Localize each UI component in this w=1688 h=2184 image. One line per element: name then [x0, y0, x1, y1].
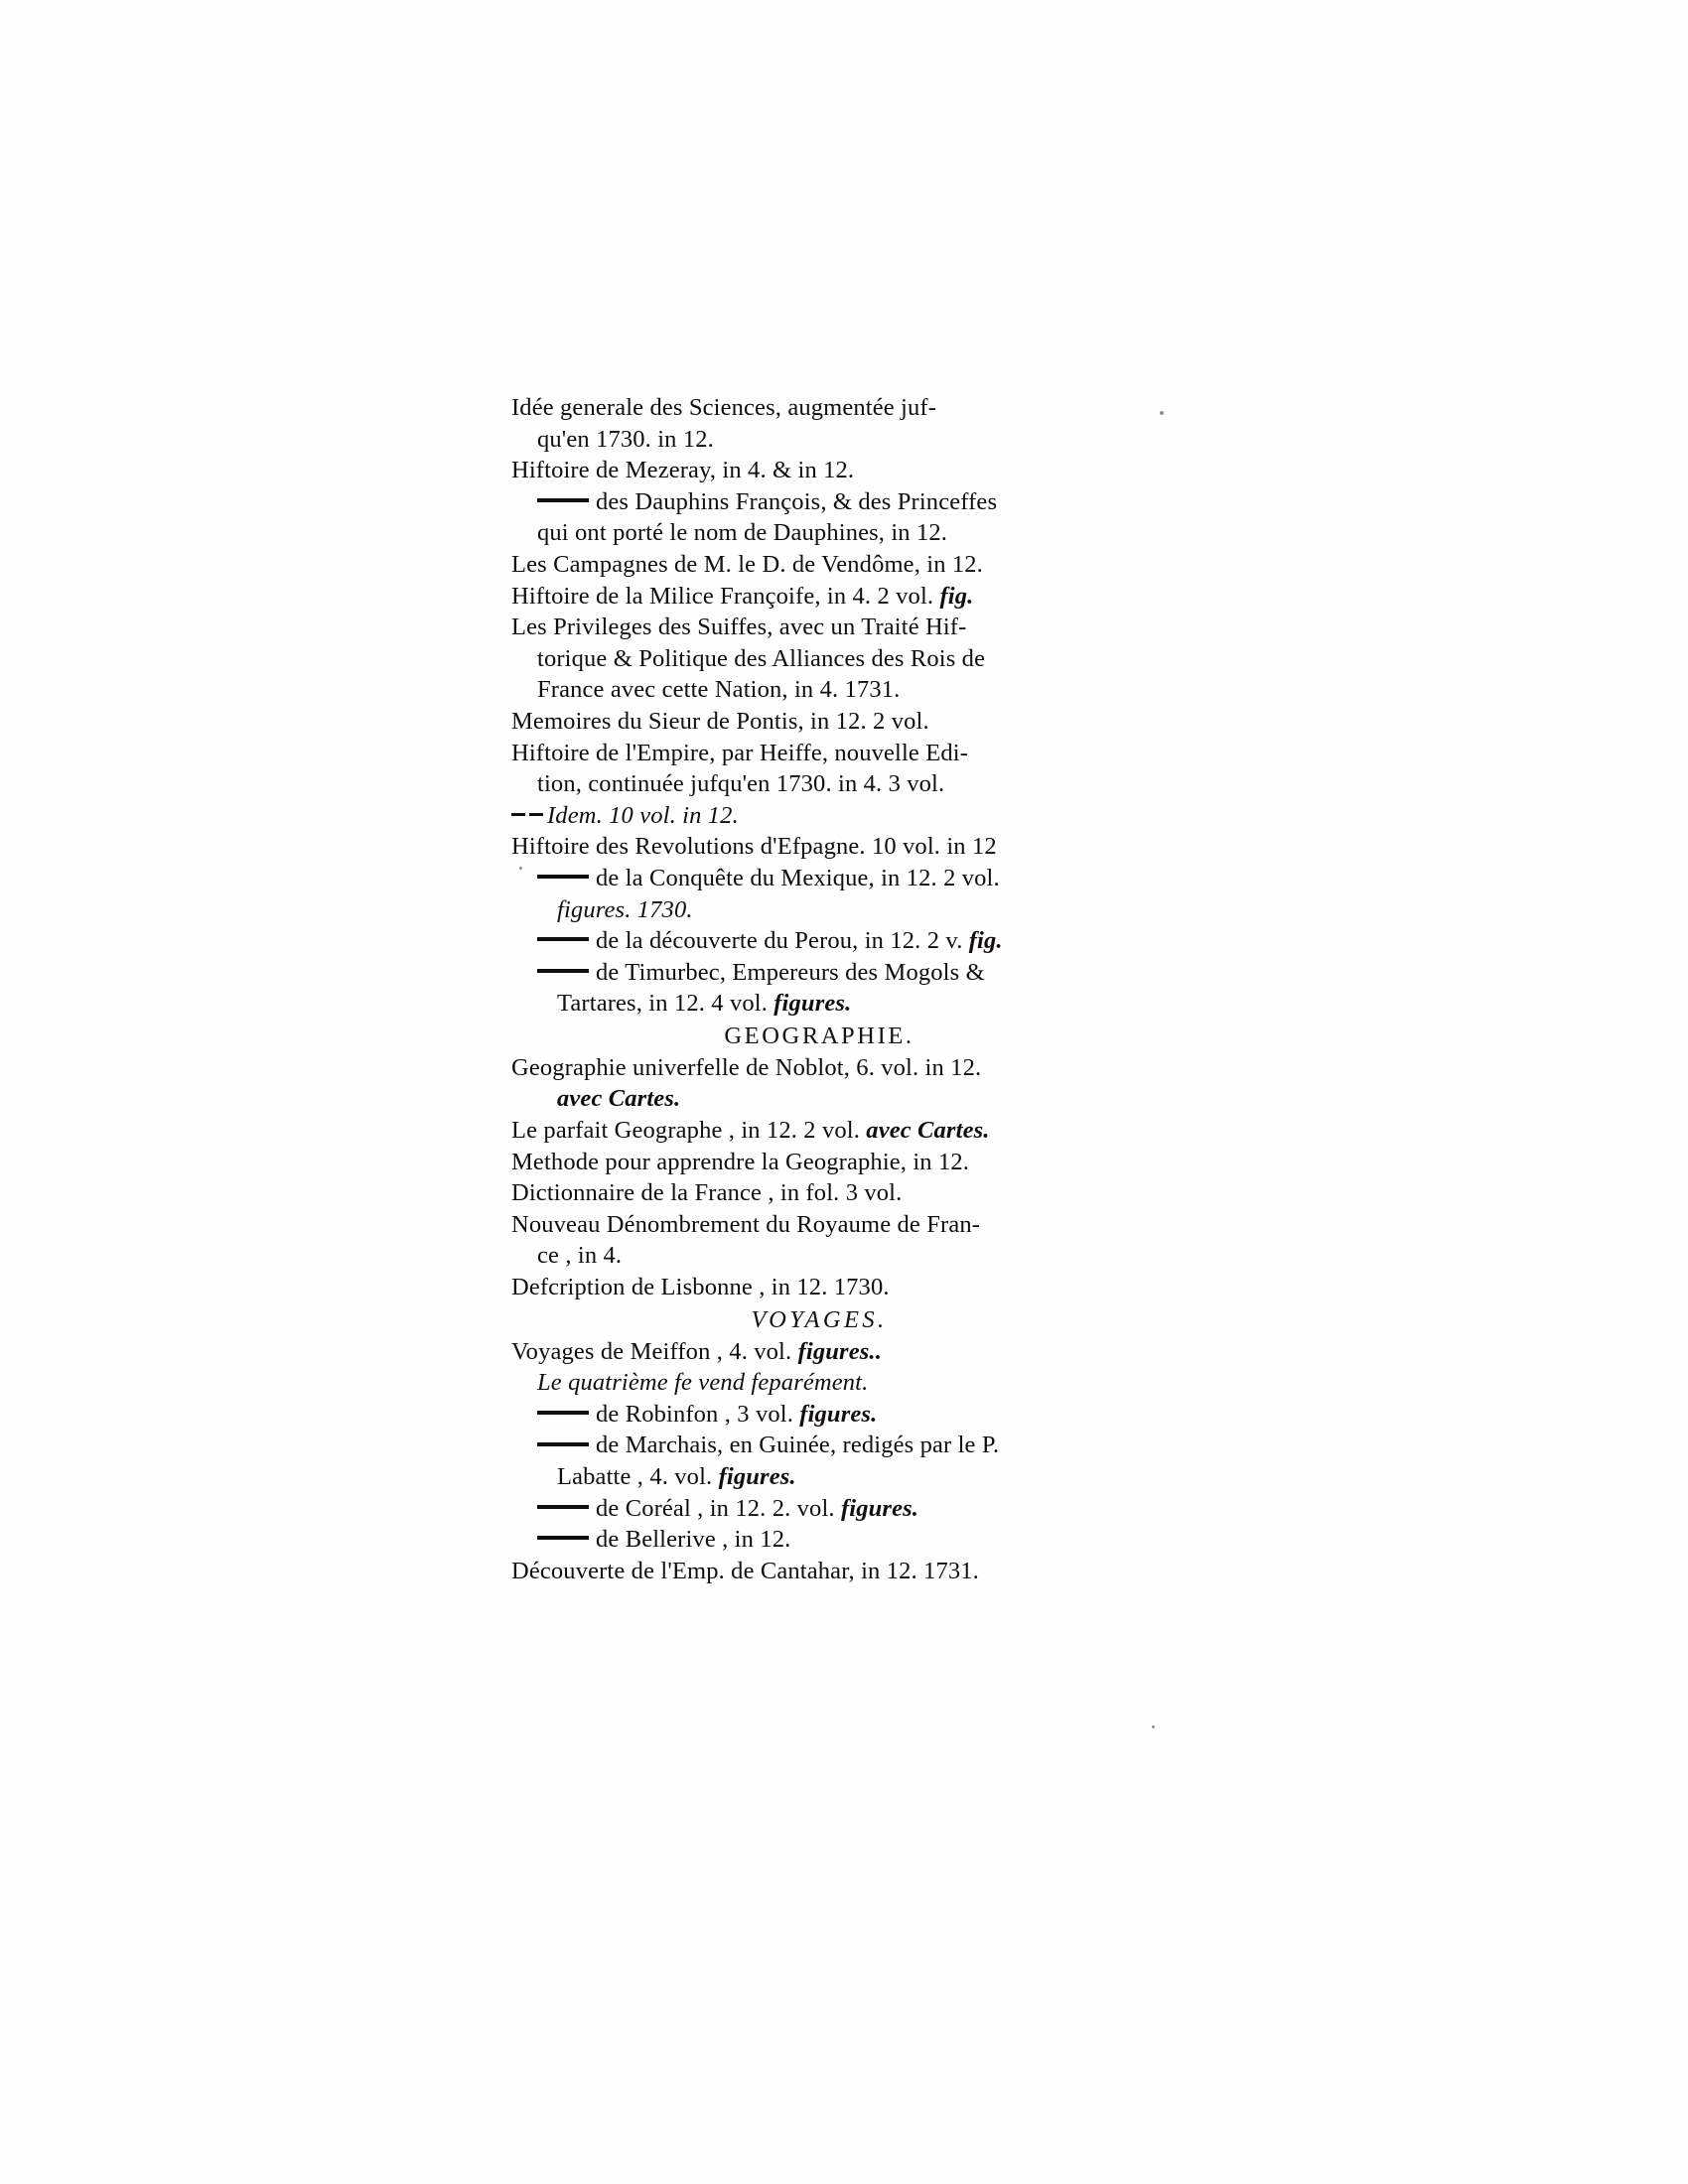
ditto-dash-icon [537, 875, 589, 879]
entry-voyages-marchais [511, 1430, 1167, 1492]
entry-line [511, 1115, 1167, 1147]
entry-format-note: figures. [799, 1400, 878, 1428]
entry-line: Les Campagnes de M. le D. de Vendôme, in 12. [511, 550, 983, 578]
ditto-dash-icon [537, 937, 589, 941]
entry-line: Les Privileges des Suiffes, avec un Traité Hif- [511, 614, 967, 641]
entry-format-note: avec Cartes. [866, 1117, 990, 1145]
entry-format-note: figures. [840, 1494, 919, 1522]
entry-dictionnaire-france [511, 1177, 1167, 1209]
entry-parfait-geographe [511, 1115, 1167, 1147]
entry-voyages-meisson [511, 1336, 1167, 1399]
entry-text: de Bellerive , in 12. [596, 1526, 791, 1554]
entry-text: de la Conquête du Mexique, in 12. 2 vol. [596, 864, 1000, 891]
entry-format-note: figures. [774, 990, 852, 1018]
entry-voyages-coreal [511, 1493, 1167, 1525]
entry-line [511, 1493, 1167, 1525]
entry-text: de la découverte du Perou, in 12. 2 v. [596, 927, 969, 955]
entry-text: Le parfait Geographe , in 12. 2 vol. [511, 1117, 867, 1145]
entry-line: tion, continuée jufqu'en 1730. in 4. 3 vol. [537, 770, 945, 798]
ditto-dash-icon [537, 969, 589, 973]
entry-line [511, 957, 1167, 989]
ditto-dash-icon [537, 498, 589, 502]
ditto-dash-icon [529, 813, 543, 816]
entry-line: Découverte de l'Emp. de Cantahar, in 12. 1731. [511, 1557, 979, 1584]
entry-histoire-mezeray [511, 455, 1167, 486]
section-heading-geographie: GEOGRAPHIE. [724, 1022, 914, 1049]
entry-line: Hiftoire des Revolutions d'Efpagne. 10 vol. in 12 [511, 833, 997, 861]
entry-line [511, 1399, 1167, 1431]
entry-voyages-bellerive [511, 1524, 1167, 1556]
entry-line: avec Cartes. [557, 1085, 681, 1113]
entry-text: des Dauphins François, & des Princeffes [596, 487, 998, 515]
entry-description-lisbonne [511, 1272, 1167, 1303]
entry-decouverte-perou [511, 925, 1167, 957]
entry-revolutions-espagne [511, 831, 1167, 863]
entry-line [511, 1336, 1167, 1368]
entry-line: Defcription de Lisbonne , in 12. 1730. [511, 1274, 890, 1301]
entry-memoires-pontis [511, 706, 1167, 738]
entry-denombrement-royaume [511, 1209, 1167, 1272]
entry-line: torique & Politique des Alliances des Rois de [537, 644, 986, 672]
entry-line: France avec cette Nation, in 4. 1731. [537, 676, 901, 704]
entry-line [511, 1430, 1167, 1461]
entry-line: Methode pour apprendre la Geographie, in 12. [511, 1148, 970, 1175]
entry-text: de Robinfon , 3 vol. [596, 1400, 800, 1428]
ditto-dash-icon [537, 1505, 589, 1509]
entry-line [511, 863, 1167, 894]
entry-line: Nouveau Dénombrement du Royaume de Fran- [511, 1210, 981, 1238]
entry-methode-geographie [511, 1147, 1167, 1178]
section-heading-voyages: VOYAGES. [751, 1305, 888, 1333]
entry-timurbec [511, 957, 1167, 1020]
entry-line [511, 1461, 1167, 1493]
entry-text: Voyages de Meiffon , 4. vol. [511, 1337, 798, 1365]
entry-format-note: figures. [718, 1463, 796, 1490]
entry-line: Dictionnaire de la France , in fol. 3 vol. [511, 1179, 903, 1207]
entry-milice-francoise [511, 581, 1167, 613]
entry-note: Le quatrième fe vend feparément. [537, 1369, 869, 1397]
entry-text: Hiftoire de la Milice Françoife, in 4. 2 vol. [511, 582, 940, 610]
entry-line: Hiftoire de Mezeray, in 4. & in 12. [511, 457, 855, 484]
ditto-dash-icon [537, 1411, 589, 1415]
entry-format-note: fig. [939, 582, 974, 610]
entry-line [511, 1524, 1167, 1556]
entry-geographie-noblot [511, 1052, 1167, 1115]
ditto-dash-icon [537, 1442, 589, 1446]
entry-campagnes-vendome [511, 549, 1167, 581]
entry-line: qu'en 1730. in 12. [537, 425, 714, 453]
entry-line: qui ont porté le nom de Dauphines, in 12. [537, 519, 948, 547]
entry-line: Hiftoire de l'Empire, par Heiffe, nouvelle Edi- [511, 739, 969, 766]
entry-format-note: figures.. [797, 1337, 882, 1365]
entry-line: ce , in 4. [537, 1242, 623, 1270]
entry-text: de Marchais, en Guinée, redigés par le P. [596, 1432, 1000, 1459]
entry-line: Idée generale des Sciences, augmentée juf- [511, 394, 937, 421]
entry-format-note: fig. [968, 927, 1003, 955]
entry-conquete-mexique [511, 863, 1167, 925]
entry-line [511, 581, 1167, 613]
entry-line: Geographie univerfelle de Noblot, 6. vol. in 12. [511, 1053, 982, 1081]
ditto-dash-icon [511, 813, 525, 816]
entry-dauphins-francois [511, 486, 1167, 549]
entry-line: Memoires du Sieur de Pontis, in 12. 2 vol. [511, 707, 929, 735]
catalog-text-block [511, 392, 1167, 1586]
entry-text: de Timurbec, Empereurs des Mogols & [596, 958, 985, 986]
entry-line [511, 486, 1167, 518]
entry-text: Idem. 10 vol. in 12. [547, 801, 739, 829]
entry-line [511, 925, 1167, 957]
entry-text: de Coréal , in 12. 2. vol. [596, 1494, 841, 1522]
entry-idem-10vol [511, 800, 1167, 832]
scan-speck [1152, 1725, 1155, 1728]
entry-idee-generale [511, 392, 1167, 455]
entry-line: figures. 1730. [557, 895, 693, 923]
entry-histoire-empire-heiss [511, 738, 1167, 800]
entry-line [511, 800, 1167, 832]
entry-decouverte-cantahar [511, 1556, 1167, 1587]
entry-text: Tartares, in 12. 4 vol. [557, 990, 774, 1018]
entry-voyages-robinson [511, 1399, 1167, 1431]
entry-text: Labatte , 4. vol. [557, 1463, 719, 1490]
entry-privileges-suisses [511, 612, 1167, 706]
ditto-dash-icon [537, 1536, 589, 1540]
entry-line [511, 988, 1167, 1020]
